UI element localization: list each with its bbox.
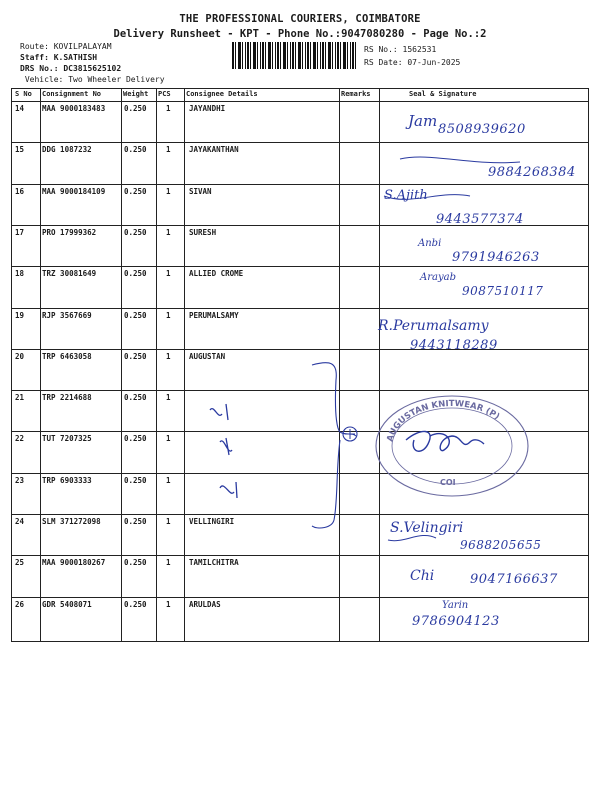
cell-consignee: JAYANDHI xyxy=(189,104,226,113)
cell-consignment: TRZ 30081649 xyxy=(42,269,97,279)
rs-date-label: RS Date: xyxy=(364,58,403,67)
vehicle-label: Vehicle: xyxy=(24,75,64,84)
cell-weight: 0.250 xyxy=(124,351,147,361)
cell-weight: 0.250 xyxy=(124,599,147,609)
cell-pcs: 1 xyxy=(166,434,171,444)
rs-no-label: RS No.: xyxy=(364,45,398,54)
cell-consignee: SURESH xyxy=(189,227,217,237)
signature-name-24: S.Velingiri xyxy=(390,520,464,536)
cell-consignment: PRO 17999362 xyxy=(42,227,97,237)
cell-consignment: TRP 6903333 xyxy=(42,475,92,485)
drs-label: DRS No.: xyxy=(20,64,59,73)
remarks-ink-line xyxy=(312,363,356,528)
cell-weight: 0.250 xyxy=(124,310,147,320)
cell-pcs: 1 xyxy=(166,558,171,568)
signature-stroke-15 xyxy=(400,157,520,163)
cell-pcs: 1 xyxy=(166,599,171,609)
company-title: THE PROFESSIONAL COURIERS, COIMBATORE xyxy=(179,13,421,25)
cell-consignment: TRP 2214688 xyxy=(42,393,92,403)
signature-stroke-24 xyxy=(388,535,436,540)
header-col-remarks: Remarks xyxy=(341,90,371,98)
cell-consignee: JAYAKANTHAN xyxy=(189,145,239,155)
signature-name-19: R.Perumalsamy xyxy=(378,318,489,334)
cell-weight: 0.250 xyxy=(124,186,147,196)
cell-consignee: PERUMALSAMY xyxy=(189,310,239,320)
route-value: KOVILPALAYAM xyxy=(53,42,112,51)
stamp-top-text: AUGUSTAN KNITWEAR (P) xyxy=(385,398,502,443)
tick-mark-22 xyxy=(220,438,232,455)
route-label: Route: xyxy=(20,42,49,51)
cell-consignment: GDR 5408071 xyxy=(42,599,92,609)
cell-weight: 0.250 xyxy=(124,104,147,113)
signature-name-14: Jam xyxy=(408,112,438,130)
signature-phone-18: 9087510117 xyxy=(462,284,544,298)
staff-label: Staff: xyxy=(20,53,49,62)
cell-consignee: SIVAN xyxy=(189,186,212,196)
signature-phone-24: 9688205655 xyxy=(460,538,542,552)
cell-consignee: TAMILCHITRA xyxy=(189,558,239,568)
vehicle-value: Two Wheeler Delivery xyxy=(68,75,165,84)
runsheet-subtitle: Delivery Runsheet - KPT - Phone No.:9047080280 - Page No.:2 xyxy=(113,28,487,40)
cell-consignment: SLM 371272098 xyxy=(42,517,101,526)
cell-sno: 14 xyxy=(15,104,25,113)
header-col-consignment: Consignment No xyxy=(42,90,102,98)
cell-pcs: 1 xyxy=(166,351,171,361)
cell-consignment: DDG 1087232 xyxy=(42,145,92,155)
cell-sno: 26 xyxy=(15,599,25,609)
cell-consignment: RJP 3567669 xyxy=(42,310,92,320)
tick-mark-23 xyxy=(220,482,237,498)
rs-no-value: 1562531 xyxy=(402,45,437,54)
cell-sno: 22 xyxy=(15,434,25,444)
cell-weight: 0.250 xyxy=(124,475,147,485)
signature-phone-15: 9884268384 xyxy=(488,165,576,180)
staff-value: K.SATHISH xyxy=(53,53,98,62)
cell-pcs: 1 xyxy=(166,145,171,155)
cell-sno: 20 xyxy=(15,351,25,361)
signature-phone-26: 9786904123 xyxy=(412,614,500,629)
cell-sno: 18 xyxy=(15,269,25,279)
cell-pcs: 1 xyxy=(166,269,171,279)
cell-sno: 19 xyxy=(15,310,25,320)
signature-phone-17: 9791946263 xyxy=(452,250,540,265)
signature-name-17: Anbi xyxy=(418,238,442,249)
cell-sno: 15 xyxy=(15,145,25,155)
cell-consignee: ALLIED CROME xyxy=(189,269,244,279)
stamp-signature xyxy=(406,431,484,451)
cell-sno: 24 xyxy=(15,517,25,526)
cell-consignment: TRP 6463058 xyxy=(42,351,92,361)
signature-name-18: Arayab xyxy=(420,272,456,283)
signature-phone-19: 9443118289 xyxy=(410,338,498,353)
header-col-seal: Seal & Signature xyxy=(409,90,477,98)
cell-sno: 25 xyxy=(15,558,25,568)
cell-consignee: VELLINGIRI xyxy=(189,517,235,526)
cell-consignee: ARULDAS xyxy=(189,599,221,609)
cell-consignment: MAA 9000183483 xyxy=(42,104,106,113)
signature-phone-25: 9047166637 xyxy=(470,572,558,587)
cell-consignee: AUGUSTAN xyxy=(189,351,226,361)
cell-pcs: 1 xyxy=(166,475,171,485)
header-col-consignee: Consignee Details xyxy=(186,90,258,98)
header-col-weight: Weight xyxy=(123,90,149,98)
signature-phone-16: 9443577374 xyxy=(436,212,524,227)
cell-pcs: 1 xyxy=(166,227,171,237)
cell-sno: 21 xyxy=(15,393,25,403)
cell-weight: 0.250 xyxy=(124,434,147,444)
signature-phone-14: 8508939620 xyxy=(438,122,526,137)
cell-weight: 0.250 xyxy=(124,558,147,568)
cell-pcs: 1 xyxy=(166,186,171,196)
cell-sno: 23 xyxy=(15,475,25,485)
rs-date-value: 07-Jun-2025 xyxy=(407,58,461,67)
signature-name-25: Chi xyxy=(410,568,435,584)
cell-sno: 17 xyxy=(15,227,25,237)
cell-weight: 0.250 xyxy=(124,145,147,155)
header-col-pcs: PCS xyxy=(158,90,171,98)
cell-consignment: TUT 7207325 xyxy=(42,434,92,444)
cell-pcs: 1 xyxy=(166,310,171,320)
cell-consignment: MAA 9000184109 xyxy=(42,186,106,196)
remarks-cross-mark xyxy=(345,429,355,439)
stamp-bottom-text: COI xyxy=(440,478,456,487)
cell-pcs: 1 xyxy=(166,517,171,526)
cell-pcs: 1 xyxy=(166,104,171,113)
header-col-sno: S No xyxy=(15,90,32,98)
cell-pcs: 1 xyxy=(166,393,171,403)
cell-consignment: MAA 9000180267 xyxy=(42,558,106,568)
cell-weight: 0.250 xyxy=(124,227,147,237)
tick-mark-21 xyxy=(210,404,228,420)
signature-name-26: Yarin xyxy=(442,600,469,611)
drs-value: DC3815625102 xyxy=(63,64,122,73)
cell-weight: 0.250 xyxy=(124,393,147,403)
cell-weight: 0.250 xyxy=(124,269,147,279)
cell-weight: 0.250 xyxy=(124,517,147,526)
signature-name-16: S.Ajith xyxy=(384,188,428,203)
cell-sno: 16 xyxy=(15,186,25,196)
